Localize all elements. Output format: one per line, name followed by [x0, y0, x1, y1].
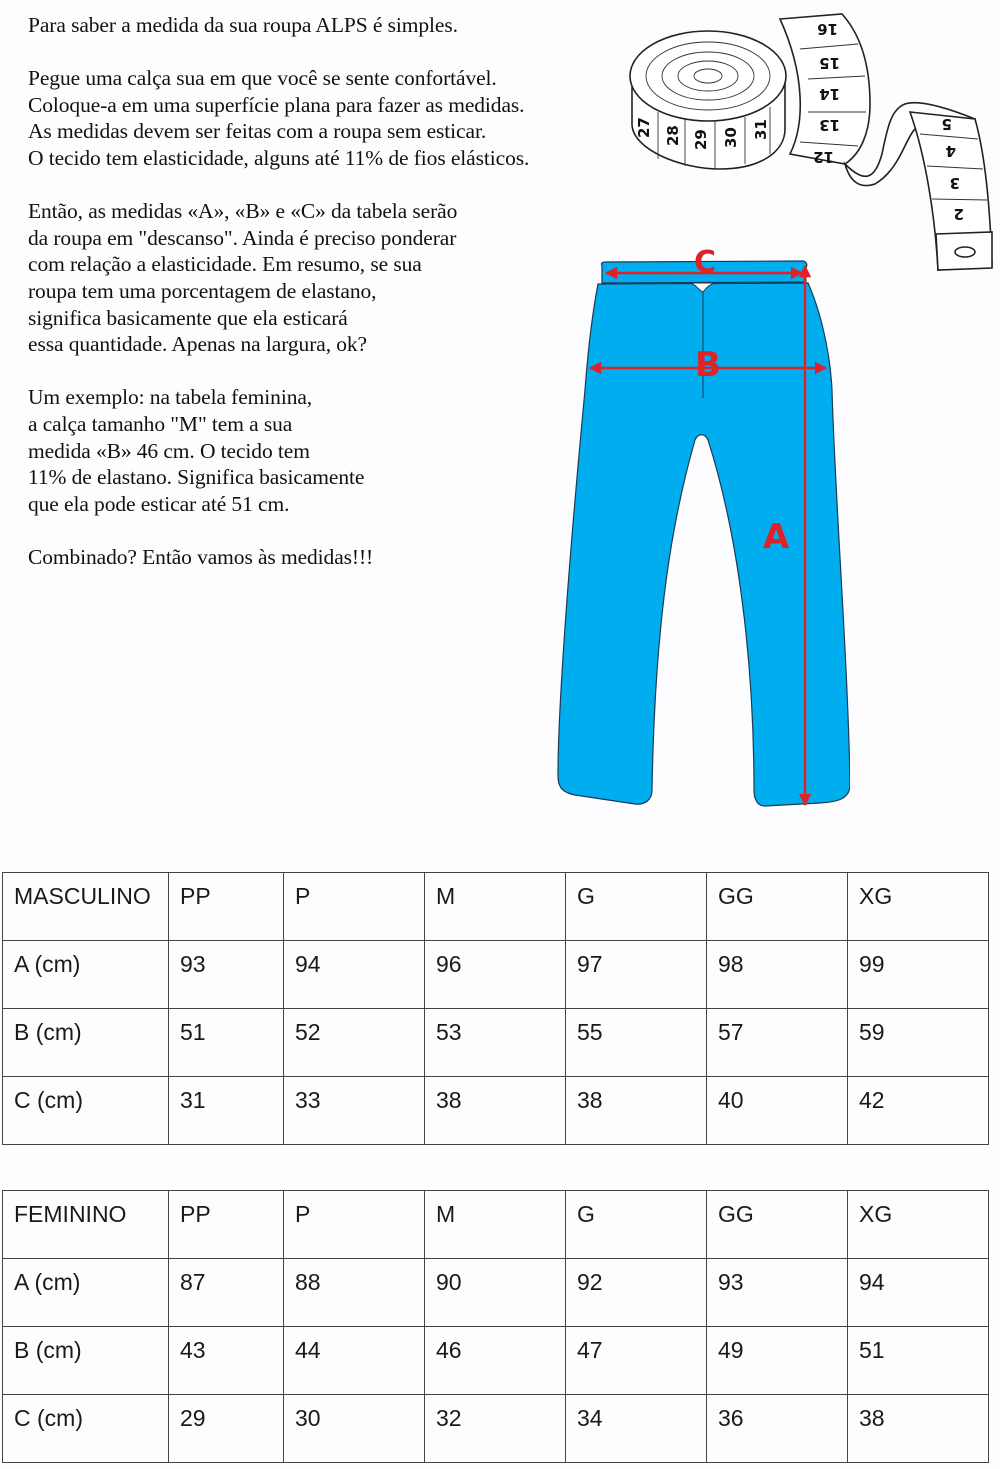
table-cell: 33 — [284, 1077, 425, 1145]
svg-text:27: 27 — [635, 117, 653, 138]
table-cell: 32 — [425, 1395, 566, 1463]
table-cell: 93 — [707, 1259, 848, 1327]
svg-text:13: 13 — [819, 116, 840, 134]
size-table-masculino — [2, 872, 989, 1145]
table-cell: 96 — [425, 941, 566, 1009]
size-header: M — [425, 873, 566, 941]
text-line: O tecido tem elasticidade, alguns até 11% de fios elásticos. — [28, 145, 530, 170]
svg-text:5: 5 — [941, 115, 952, 133]
svg-text:16: 16 — [817, 20, 838, 38]
size-header: GG — [707, 873, 848, 941]
table-cell: 47 — [566, 1327, 707, 1395]
table-title: FEMININO — [3, 1191, 169, 1259]
text-line: 11% de elastano. Significa basicamente — [28, 465, 365, 490]
row-label: C (cm) — [3, 1395, 169, 1463]
text-line: medida «B» 46 cm. O tecido tem — [28, 438, 310, 463]
label-a: A — [763, 517, 790, 557]
text-line: que ela pode esticar até 51 cm. — [28, 491, 290, 516]
table-cell: 38 — [566, 1077, 707, 1145]
table-cell: 43 — [169, 1327, 284, 1395]
table-cell: 87 — [169, 1259, 284, 1327]
pants-diagram — [550, 240, 850, 820]
label-b: B — [695, 345, 721, 385]
size-header: PP — [169, 1191, 284, 1259]
table-cell: 42 — [848, 1077, 989, 1145]
table-cell: 51 — [848, 1327, 989, 1395]
size-header: G — [566, 873, 707, 941]
table-row — [3, 941, 989, 1009]
text-line: roupa tem uma porcentagem de elastano, — [28, 278, 377, 303]
intro-paragraph-1 — [28, 12, 628, 39]
table-cell: 88 — [284, 1259, 425, 1327]
text-line: Um exemplo: na tabela feminina, — [28, 385, 313, 410]
size-header: XG — [848, 873, 989, 941]
size-header: G — [566, 1191, 707, 1259]
table-row — [3, 1395, 989, 1463]
svg-text:30: 30 — [722, 127, 740, 148]
table-cell: 98 — [707, 941, 848, 1009]
table-cell: 53 — [425, 1009, 566, 1077]
svg-text:14: 14 — [819, 85, 840, 103]
table-cell: 36 — [707, 1395, 848, 1463]
text-line: com relação a elasticidade. Em resumo, se sua — [28, 252, 422, 277]
table-cell: 46 — [425, 1327, 566, 1395]
table-cell: 38 — [848, 1395, 989, 1463]
table-cell: 55 — [566, 1009, 707, 1077]
table-cell: 34 — [566, 1395, 707, 1463]
intro-paragraph-2 — [28, 65, 628, 171]
svg-text:2: 2 — [953, 205, 964, 223]
size-table-feminino — [2, 1190, 989, 1463]
table-cell: 90 — [425, 1259, 566, 1327]
text-line: As medidas devem ser feitas com a roupa sem esticar. — [28, 119, 487, 144]
row-label: A (cm) — [3, 1259, 169, 1327]
measuring-tape-icon — [620, 4, 1000, 274]
table-cell: 57 — [707, 1009, 848, 1077]
text-line: Pegue uma calça sua em que você se sente confortável. — [28, 66, 497, 91]
svg-text:3: 3 — [949, 174, 960, 192]
table-cell: 97 — [566, 941, 707, 1009]
text-line: Para saber a medida da sua roupa ALPS é simples. — [28, 13, 458, 37]
row-label: C (cm) — [3, 1077, 169, 1145]
svg-text:28: 28 — [664, 125, 682, 146]
row-label: B (cm) — [3, 1009, 169, 1077]
table-row — [3, 1009, 989, 1077]
table-header-row — [3, 1191, 989, 1259]
table-cell: 44 — [284, 1327, 425, 1395]
table-header-row — [3, 873, 989, 941]
table-cell: 94 — [848, 1259, 989, 1327]
table-cell: 92 — [566, 1259, 707, 1327]
table-cell: 31 — [169, 1077, 284, 1145]
svg-text:29: 29 — [692, 129, 710, 150]
table-cell: 51 — [169, 1009, 284, 1077]
text-line: a calça tamanho "M" tem a sua — [28, 411, 293, 436]
intro-text — [28, 12, 628, 597]
text-line: Combinado? Então vamos às medidas!!! — [28, 544, 374, 569]
row-label: A (cm) — [3, 941, 169, 1009]
table-cell: 38 — [425, 1077, 566, 1145]
svg-text:15: 15 — [819, 54, 840, 72]
table-cell: 94 — [284, 941, 425, 1009]
intro-paragraph-5 — [28, 544, 628, 571]
row-label: B (cm) — [3, 1327, 169, 1395]
table-cell: 59 — [848, 1009, 989, 1077]
size-header: P — [284, 873, 425, 941]
table-cell: 30 — [284, 1395, 425, 1463]
table-row — [3, 1327, 989, 1395]
svg-text:4: 4 — [945, 142, 956, 160]
size-header: P — [284, 1191, 425, 1259]
label-c: C — [694, 245, 717, 280]
text-line: da roupa em "descanso". Ainda é preciso ponderar — [28, 225, 457, 250]
size-header: M — [425, 1191, 566, 1259]
table-title: MASCULINO — [3, 873, 169, 941]
text-line: significa basicamente que ela esticará — [28, 305, 348, 330]
table-cell: 93 — [169, 941, 284, 1009]
text-line: Então, as medidas «A», «B» e «C» da tabela serão — [28, 199, 458, 224]
size-header: GG — [707, 1191, 848, 1259]
text-line: essa quantidade. Apenas na largura, ok? — [28, 332, 367, 357]
table-cell: 99 — [848, 941, 989, 1009]
table-cell: 40 — [707, 1077, 848, 1145]
table-cell: 52 — [284, 1009, 425, 1077]
text-line: Coloque-a em uma superfície plana para fazer as medidas. — [28, 92, 525, 117]
intro-paragraph-3 — [28, 198, 628, 358]
size-header: PP — [169, 873, 284, 941]
intro-paragraph-4 — [28, 384, 628, 517]
table-row — [3, 1077, 989, 1145]
size-header: XG — [848, 1191, 989, 1259]
table-row — [3, 1259, 989, 1327]
svg-text:12: 12 — [813, 148, 834, 166]
table-cell: 49 — [707, 1327, 848, 1395]
table-cell: 29 — [169, 1395, 284, 1463]
svg-text:31: 31 — [752, 119, 770, 140]
